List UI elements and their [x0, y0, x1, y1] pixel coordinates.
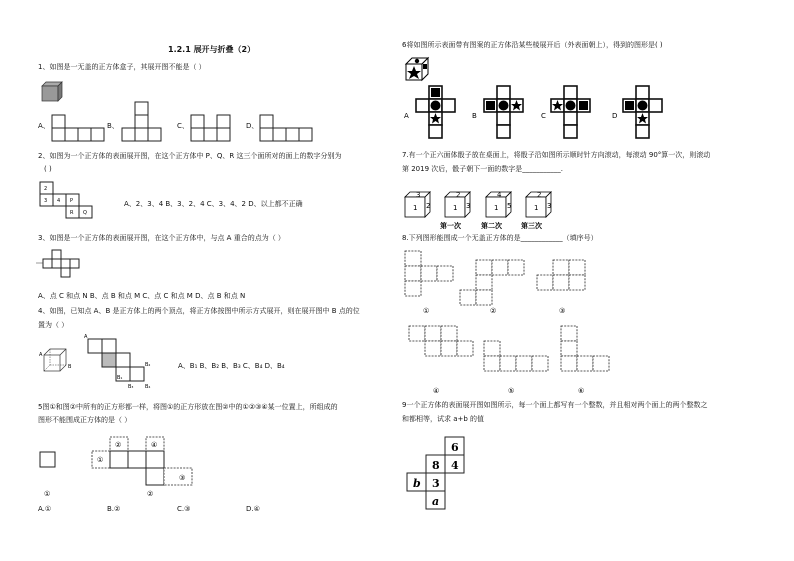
svg-text:2: 2 [456, 191, 461, 199]
q2-cell-q: Q [83, 210, 87, 216]
q1-option-c[interactable]: C、 [177, 122, 189, 130]
svg-text:3: 3 [416, 191, 421, 199]
q4-cube-figure [39, 349, 72, 371]
q4-point-b: B [68, 364, 72, 370]
circle-icon [415, 59, 419, 63]
q8-net-5[interactable] [484, 341, 548, 395]
q5-slot-4: ④ [151, 441, 158, 449]
q1-option-a[interactable]: A、 [38, 122, 50, 130]
q3-answers: A、点 C 和点 N B、点 B 和点 M C、点 C 和点 M D、点 B 和点 N [38, 292, 246, 300]
q9-text-2: 和都相等，试求 a+b 的值 [402, 415, 485, 423]
q6-option-a-label: A [404, 112, 409, 120]
q9-text: 9一个正方体的表面展开图如图所示，每一个面上都写有一个整数，并且相对两个面上的两个整数之 [402, 401, 708, 409]
q6-pattern-cube [406, 58, 428, 80]
svg-text:2: 2 [426, 202, 431, 210]
q2-text: 2、如图为一个正方体的表面展开图，在这个正方体中 P、Q、R 这三个面所对的面上的数字分别为 [38, 152, 342, 160]
circle-icon [638, 101, 648, 111]
q1-open-box-figure [42, 82, 62, 101]
q1-net-a[interactable] [52, 115, 104, 141]
q6-option-b-label: B [472, 112, 477, 120]
q3-text: 3、如图是一个正方体的表面展开图，在这个正方体中，与点 A 重合的点为（ ） [38, 234, 285, 242]
square-icon [431, 88, 440, 97]
q2-cell-4: 4 [57, 198, 61, 204]
q9-cell-4: 4 [451, 459, 459, 472]
q2-cell-3: 3 [44, 198, 48, 204]
q8-net-4[interactable] [409, 326, 473, 395]
svg-text:③: ③ [559, 307, 566, 315]
svg-text:4: 4 [497, 191, 502, 199]
q7-die-1 [405, 191, 430, 217]
svg-text:3: 3 [466, 202, 471, 210]
q7-caption-3: 第三次 [521, 222, 542, 230]
svg-text:3: 3 [547, 202, 552, 210]
q2-cell-p: P [70, 198, 74, 204]
svg-text:1: 1 [494, 204, 499, 212]
q5-slot-3: ③ [179, 474, 186, 482]
q8-net-2[interactable] [460, 260, 524, 315]
q2-answers: A、2、3、4 B、3、2、4 C、3、4、2 D、以上都不正确 [124, 200, 303, 208]
q7-caption-2: 第二次 [481, 222, 502, 230]
q4-net [84, 334, 150, 390]
square-icon [486, 101, 495, 110]
q6-text: 6将如图所示表面带有图案的正方体沿某些棱展开后（外表面朝上），得到的图形是( ) [402, 41, 663, 49]
q2-answer-blank: ( ) [44, 165, 52, 173]
q5-answer-c[interactable]: C.③ [177, 505, 191, 513]
q9-cell-8: 8 [432, 459, 440, 472]
q2-cell-2: 2 [44, 186, 48, 192]
q2-cell-r: R [70, 210, 74, 216]
square-icon [625, 101, 634, 110]
svg-text:1: 1 [453, 204, 458, 212]
q1-net-c[interactable] [191, 115, 230, 141]
svg-text:①: ① [423, 307, 430, 315]
svg-text:⑤: ⑤ [508, 387, 515, 395]
q6-option-c[interactable] [541, 86, 590, 138]
q1-net-b[interactable] [122, 102, 161, 141]
q8-net-1[interactable] [405, 251, 453, 315]
q5-text-2: 图形不能围成正方体的是（ ） [38, 416, 132, 424]
q5-figure-2 [92, 437, 192, 498]
q5-slot-2: ② [115, 441, 122, 449]
q4-point-a: A [39, 352, 43, 358]
q7-die-3 [486, 191, 511, 217]
square-icon [423, 64, 427, 69]
q6-option-a[interactable] [404, 86, 455, 138]
q4-text: 4、如图，已知点 A、B 是正方体上的两个顶点，将正方体按图中所示方式展开，则在展开图中 B 点的位 [38, 307, 360, 315]
q9-cell-3: 3 [432, 477, 440, 490]
svg-text:2: 2 [537, 191, 542, 199]
q1-option-b[interactable]: B、 [107, 122, 119, 130]
svg-text:④: ④ [433, 387, 440, 395]
q8-text: 8.下列图形能围成一个无盖正方体的是____________（填序号） [402, 234, 598, 242]
q7-caption-1: 第一次 [440, 222, 461, 230]
q5-text: 5图①和图②中所有的正方形都一样，将图①的正方形放在图②中的①②③④某一位置上，所组成的 [38, 403, 338, 411]
q6-option-c-label: C [541, 112, 546, 120]
q5-figure-1 [40, 452, 55, 498]
svg-text:1: 1 [413, 204, 418, 212]
page-title: 1.2.1 展开与折叠（2） [168, 45, 256, 54]
q9-cell-b: b [413, 477, 421, 490]
q7-text: 7.有一个正六面体骰子放在桌面上，将骰子沿如图所示顺时针方向滚动，每滚动 90°算一次，则滚动 [402, 151, 711, 159]
q4-net-a: A [84, 334, 88, 340]
square-icon [579, 101, 588, 110]
q5-answer-a[interactable]: A.① [38, 505, 52, 513]
svg-text:5: 5 [507, 202, 512, 210]
q4-net-b1: B₁ [117, 375, 123, 381]
q8-net-3[interactable] [537, 260, 585, 315]
q7-die-2 [445, 191, 470, 217]
q1-option-d[interactable]: D、 [246, 122, 259, 130]
q6-option-d-label: D [612, 112, 618, 120]
q7-dice-row [405, 191, 551, 230]
q4-answers: A、B₁ B、B₂ B、B₃ C、B₄ D、B₄ [178, 362, 285, 370]
q4-net-b2: B₂ [145, 362, 151, 368]
q9-cell-6: 6 [451, 441, 459, 454]
q7-text-2: 第 2019 次后，骰子朝下一面的数字是___________. [402, 165, 563, 173]
q5-figure-1-label: ① [44, 490, 51, 498]
q6-option-d[interactable] [612, 86, 662, 138]
q4-net-b4: B₄ [145, 384, 151, 390]
q8-net-6[interactable] [561, 326, 609, 395]
q9-cell-a: a [432, 495, 440, 508]
q2-net [40, 182, 92, 218]
q4-text-2: 置为（ ） [38, 321, 69, 329]
svg-text:②: ② [490, 307, 497, 315]
svg-text:⑥: ⑥ [578, 387, 585, 395]
q5-slot-1: ① [97, 456, 104, 464]
q5-answer-d[interactable]: D.④ [246, 505, 260, 513]
q1-text: 1、如图是一无盖的正方体盒子，其展开图不能是（ ） [38, 63, 206, 71]
q4-net-b3: B₃ [128, 384, 134, 390]
circle-icon [499, 101, 509, 111]
svg-text:1: 1 [534, 204, 539, 212]
circle-icon [566, 101, 576, 111]
circle-icon [431, 101, 441, 111]
q9-net [407, 437, 464, 509]
q6-option-b[interactable] [472, 86, 523, 138]
q7-die-4 [526, 191, 551, 217]
q3-net [36, 250, 79, 277]
q1-net-d[interactable] [260, 115, 312, 141]
q5-answer-b[interactable]: B.② [107, 505, 121, 513]
q5-figure-2-label: ② [147, 490, 154, 498]
